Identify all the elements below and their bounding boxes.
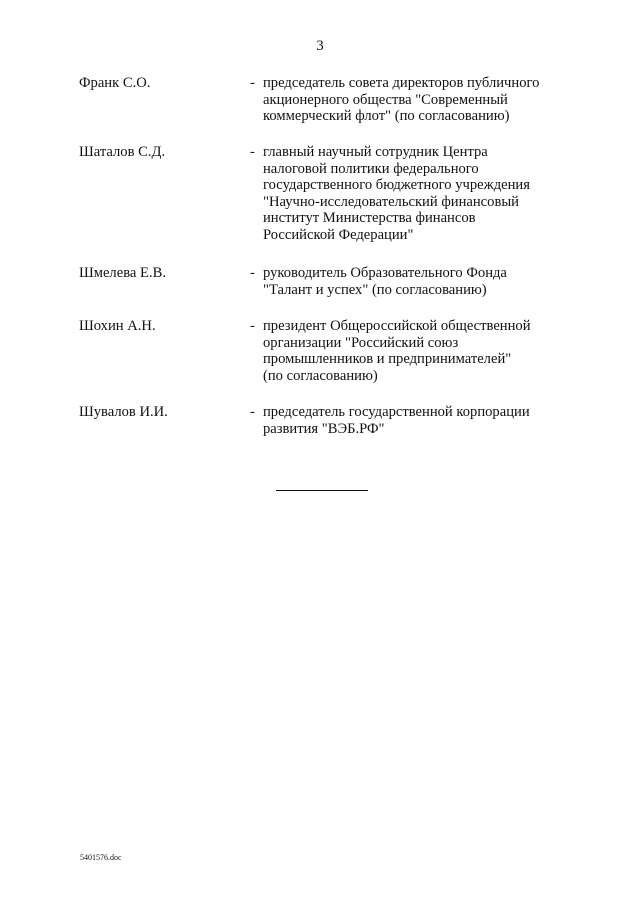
member-role-line: налоговой политики федерального xyxy=(263,160,479,177)
member-name: Шаталов С.Д. xyxy=(79,144,166,160)
footer-file-name: 5401576.doc xyxy=(80,853,122,862)
member-role-line: "Талант и успех" (по согласованию) xyxy=(263,281,487,298)
member-role-line: промышленников и предпринимателей" xyxy=(263,351,512,368)
member-name: Шмелева Е.В. xyxy=(79,265,166,281)
member-dash: - xyxy=(250,75,255,91)
member-name: Шувалов И.И. xyxy=(79,404,168,420)
member-role xyxy=(263,265,563,298)
end-of-list-rule xyxy=(276,490,368,491)
member-role-line: председатель совета директоров публичного xyxy=(263,75,540,91)
member-name: Шохин А.Н. xyxy=(79,318,156,334)
member-dash: - xyxy=(250,404,255,420)
page-number: 3 xyxy=(316,38,324,54)
member-role xyxy=(263,75,563,125)
member-role-line: "Научно-исследовательский финансовый xyxy=(263,193,519,210)
member-role-line: руководитель Образовательного Фонда xyxy=(263,265,507,281)
member-role-line: развития "ВЭБ.РФ" xyxy=(263,420,385,437)
member-role-line: институт Министерства финансов xyxy=(263,210,476,227)
member-role-line: главный научный сотрудник Центра xyxy=(263,144,488,160)
member-role-line: коммерческий флот" (по согласованию) xyxy=(263,108,510,125)
member-role xyxy=(263,318,563,384)
member-dash: - xyxy=(250,318,255,334)
member-role-line: президент Общероссийской общественной xyxy=(263,318,531,334)
member-role-line: акционерного общества "Современный xyxy=(263,91,508,108)
member-role-line: Российской Федерации" xyxy=(263,226,414,243)
member-role xyxy=(263,404,563,437)
member-role-line: (по согласованию) xyxy=(263,367,378,384)
member-role-line: председатель государственной корпорации xyxy=(263,404,530,420)
member-dash: - xyxy=(250,265,255,281)
member-role-line: организации "Российский союз xyxy=(263,334,459,351)
member-dash: - xyxy=(250,144,255,160)
member-name: Франк С.О. xyxy=(79,75,151,91)
member-role xyxy=(263,144,563,244)
member-role-line: государственного бюджетного учреждения xyxy=(263,177,530,194)
